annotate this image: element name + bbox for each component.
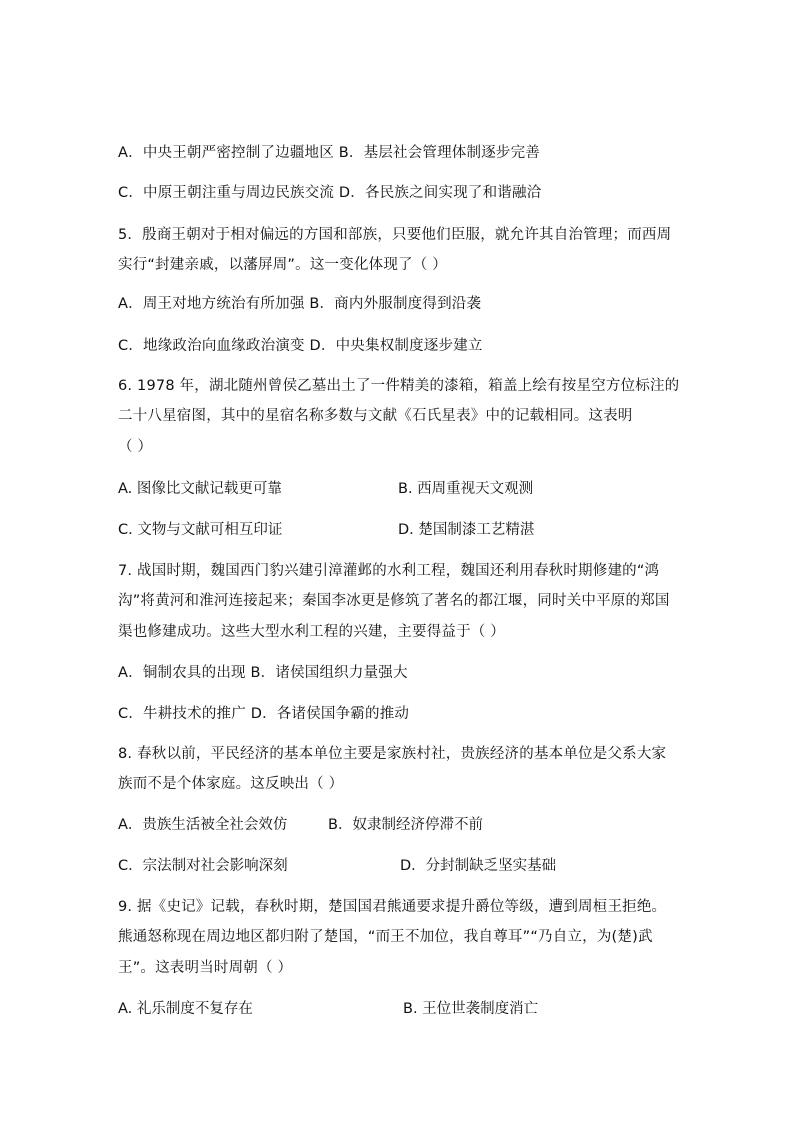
q6-option-d: D. 楚国制漆工艺精湛 xyxy=(398,522,535,538)
q6-stem-line-2: 二十八星宿图，其中的星宿名称多数与文献《石氏星表》中的记载相同。这表明 xyxy=(118,408,633,424)
q7-stem-line-1: 7. 战国时期，魏国西门豹兴建引漳灌邺的水利工程，魏国还利用春秋时期修建的“鸿 xyxy=(118,563,660,579)
q8-option-a: A．贵族生活被全社会效仿 xyxy=(118,817,288,833)
q4-option-line-1: A．中央王朝严密控制了边疆地区 B．基层社会管理体制逐步完善 xyxy=(118,145,540,161)
q6-option-b: B. 西周重视天文观测 xyxy=(398,481,534,497)
q8-option-b: B．奴隶制经济停滞不前 xyxy=(328,817,483,833)
q9-option-b: B. 王位世袭制度消亡 xyxy=(403,1001,539,1017)
q9-stem-line-2: 熊通怒称现在周边地区都归附了楚国，“而王不加位，我自尊耳”“乃自立，为(楚)武 xyxy=(118,929,653,945)
q8-option-d: D．分封制缺乏坚实基础 xyxy=(400,858,557,874)
q9-stem-line-1: 9. 据《史记》记载，春秋时期，楚国国君熊通要求提升爵位等级，遭到周桓王拒绝。 xyxy=(118,899,667,915)
q9-option-a: A. 礼乐制度不复存在 xyxy=(118,1001,253,1017)
q8-stem-line-1: 8. 春秋以前，平民经济的基本单位主要是家族村社，贵族经济的基本单位是父系大家 xyxy=(118,746,667,762)
q7-option-line-2: C．牛耕技术的推广 D．各诸侯国争霸的推动 xyxy=(118,706,410,722)
q5-option-line-1: A．周王对地方统治有所加强 B．商内外服制度得到沿袭 xyxy=(118,296,482,312)
q8-option-c: C．宗法制对社会影响深刻 xyxy=(118,858,288,874)
q5-option-line-2: C．地缘政治向血缘政治演变 D．中央集权制度逐步建立 xyxy=(118,338,483,354)
q6-stem-line-3: （ ） xyxy=(118,439,153,455)
q5-stem-line-1: 5．殷商王朝对于相对偏远的方国和部族，只要他们臣服，就允许其自治管理；而西周 xyxy=(118,227,672,243)
q4-option-line-2: C．中原王朝注重与周边民族交流 D．各民族之间实现了和谐融洽 xyxy=(118,185,542,201)
q6-option-c: C. 文物与文献可相互印证 xyxy=(118,522,283,538)
q8-stem-line-2: 族而不是个体家庭。这反映出（ ） xyxy=(118,776,344,792)
q9-stem-line-3: 王”。这表明当时周朝（ ） xyxy=(118,960,293,976)
q6-stem-line-1: 6. 1978 年，湖北随州曾侯乙墓出土了一件精美的漆箱，箱盖上绘有按星空方位标注的 xyxy=(118,378,680,394)
q7-stem-line-2: 沟”将黄河和淮河连接起来；秦国李冰更是修筑了著名的都江堰，同时关中平原的郑国 xyxy=(118,593,670,609)
q5-stem-line-2: 实行“封建亲戚，以藩屏周”。这一变化体现了（ ） xyxy=(118,257,447,273)
q6-option-a: A. 图像比文献记载更可靠 xyxy=(118,481,282,497)
q7-stem-line-3: 渠也修建成功。这些大型水利工程的兴建，主要得益于（ ） xyxy=(118,624,506,640)
q7-option-line-1: A．铜制农具的出现 B．诸侯国组织力量强大 xyxy=(118,665,408,681)
